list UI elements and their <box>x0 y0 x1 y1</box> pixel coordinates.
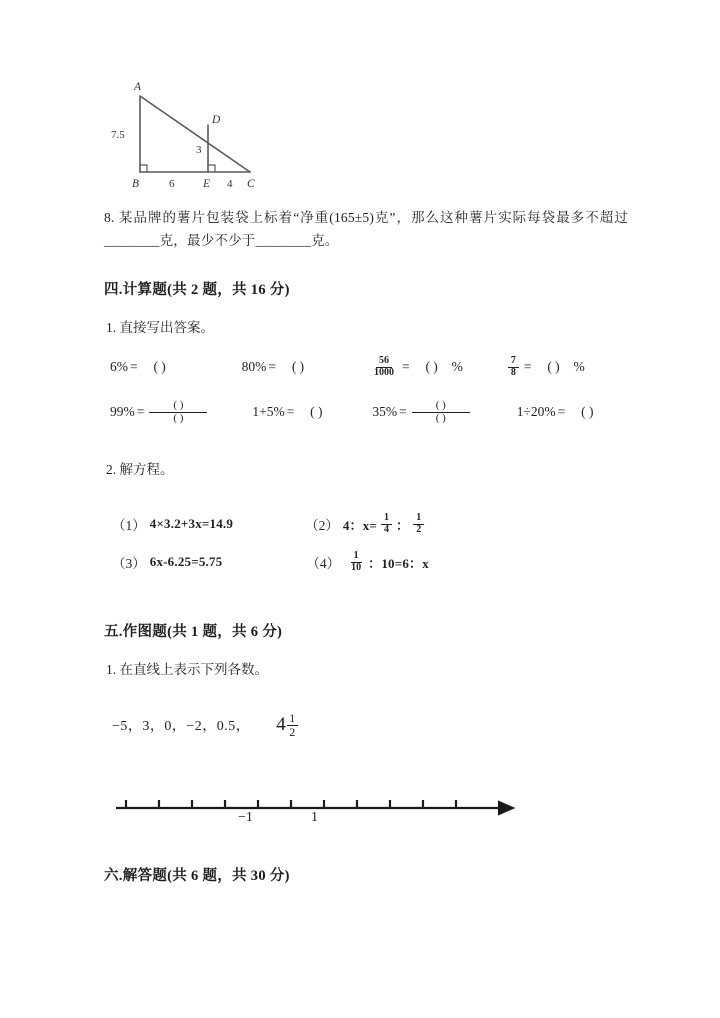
calc-item-56-over-1000: $\frac{56}{1000}$ = ( ) % <box>368 356 463 378</box>
fraction-1-2: $\frac{1}{2}$ <box>413 513 424 535</box>
fraction-56-1000: $\frac{56}{1000}$ <box>374 355 394 378</box>
number-list-values: −5，3，0，−2，0.5， <box>112 719 251 735</box>
calc-item-1-plus-5-percent: 1+5% = ( ) <box>252 404 323 420</box>
calc-item-80-percent: 80% = ( ) <box>241 359 305 374</box>
equation-row-2 <box>112 551 429 573</box>
calc-row-1 <box>110 356 585 378</box>
triangle-label-AB: 7.5 <box>111 129 125 141</box>
number-list <box>112 712 298 738</box>
answer-fraction-99[interactable]: $\frac{( )}{( )}$ <box>149 400 207 424</box>
fraction-7-8: $\frac{7}{8}$ <box>508 356 519 378</box>
equation-4: （4） $\frac{1}{10}$ ：10=6：x <box>306 550 429 573</box>
answer-fraction-35[interactable]: $\frac{( )}{( )}$ <box>412 400 470 424</box>
triangle-label-A: A <box>134 81 142 93</box>
equation-3: （3） 6x-6.25=5.75 <box>112 554 223 571</box>
calc-item-6-percent: 6% = ( ) <box>110 359 166 374</box>
calc-row-2 <box>110 400 607 424</box>
mixed-number-4-and-half: 4 $\frac{1}{2}$ <box>276 711 296 739</box>
number-line-figure <box>108 790 520 840</box>
triangle-label-D: D <box>212 114 221 126</box>
number-line-label-negative-1: −1 <box>238 810 253 825</box>
triangle-figure <box>108 74 288 200</box>
section-4-sub-2: 2. 解方程。 <box>106 462 174 477</box>
triangle-label-C: C <box>247 178 255 190</box>
equation-2: （2） 4：x= $\frac{1}{4}$ ： $\frac{1}{2}$ <box>305 513 428 535</box>
triangle-label-B: B <box>132 178 140 190</box>
fraction-1-4: $\frac{1}{4}$ <box>381 513 392 535</box>
equation-1: （1） 4×3.2+3x=14.9 <box>112 516 234 533</box>
section-4-heading: 四.计算题(共 2 题，共 16 分) <box>104 282 290 298</box>
section-5-heading: 五.作图题(共 1 题，共 6 分) <box>104 624 283 640</box>
calc-item-35-percent: 35% = $\frac{( )}{( )}$ <box>372 400 472 424</box>
calc-item-99-percent: 99% = $\frac{( )}{( )}$ <box>110 400 210 424</box>
section-6-heading: 六.解答题(共 6 题，共 30 分) <box>104 868 290 884</box>
calc-item-1-div-20-percent: 1÷20% = ( ) <box>516 404 594 420</box>
fraction-1-10: $\frac{1}{10}$ <box>351 550 362 573</box>
section-4-sub-1: 1. 直接写出答案。 <box>106 320 214 335</box>
fraction-1-2-mixed: $\frac{1}{2}$ <box>289 711 296 739</box>
triangle-label-BE: 6 <box>169 178 175 190</box>
equation-row-1 <box>112 513 428 535</box>
triangle-label-E: E <box>203 178 211 190</box>
section-5-sub-1: 1. 在直线上表示下列各数。 <box>106 662 268 677</box>
triangle-label-EC: 4 <box>227 178 233 190</box>
number-line-label-1: 1 <box>311 810 318 825</box>
question-8-text: 8. 某品牌的薯片包装袋上标着“净重(165±5)克”，那么这种薯片实际每袋最多不超过________克，最少不少于________克。 <box>104 210 628 248</box>
triangle-label-DE: 3 <box>196 144 202 156</box>
calc-item-7-over-8: $\frac{7}{8}$ = ( ) % <box>505 356 585 378</box>
